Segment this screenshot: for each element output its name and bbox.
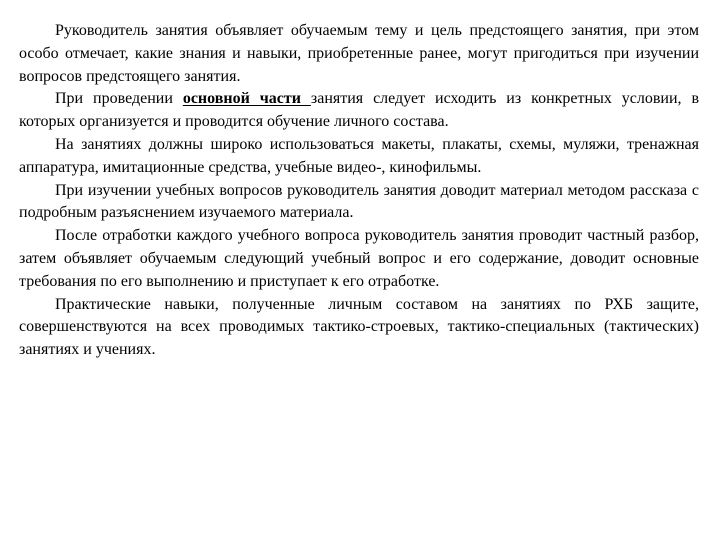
paragraph-main-part-lead: При проведении: [55, 90, 183, 108]
paragraph-review: После отработки каждого учебного вопроса руководитель занятия проводит частный разбор, затем объявляет обучаемым следующий учебный вопрос и его содержание, доводит основные требования по его выполнению и приступает к его отработке.: [19, 227, 699, 290]
paragraph-practical-skills: Практические навыки, полученные личным составом на занятиях по РХБ защите, совершенствуются на всех проводимых тактико-строевых, тактико-специальных (тактических) занятиях и учениях.: [19, 295, 699, 359]
paragraph-main-part-rest: занятия следует исходить из конкретных условии, в которых организуется и проводится обучение личного состава.: [19, 90, 699, 131]
paragraph-study-method: При изучении учебных вопросов руководитель занятия доводит материал методом рассказа с подробным разъяснением изучаемого материала.: [19, 181, 699, 222]
paragraph-training-aids: На занятиях должны широко использоваться макеты, плакаты, схемы, муляжи, тренажная аппаратура, имитационные средства, учебные видео-, кинофильмы.: [19, 135, 699, 176]
paragraph-introduction: Руководитель занятия объявляет обучаемым тему и цель предстоящего занятия, при этом особо отмечает, какие знания и навыки, приобретенные ранее, могут пригодиться при изучении вопросов предстоящего занятия.: [19, 22, 699, 85]
main-part-emphasis: основной части: [182, 90, 311, 108]
paragraph-main-part: [19, 88, 699, 134]
document-body: [19, 20, 699, 362]
